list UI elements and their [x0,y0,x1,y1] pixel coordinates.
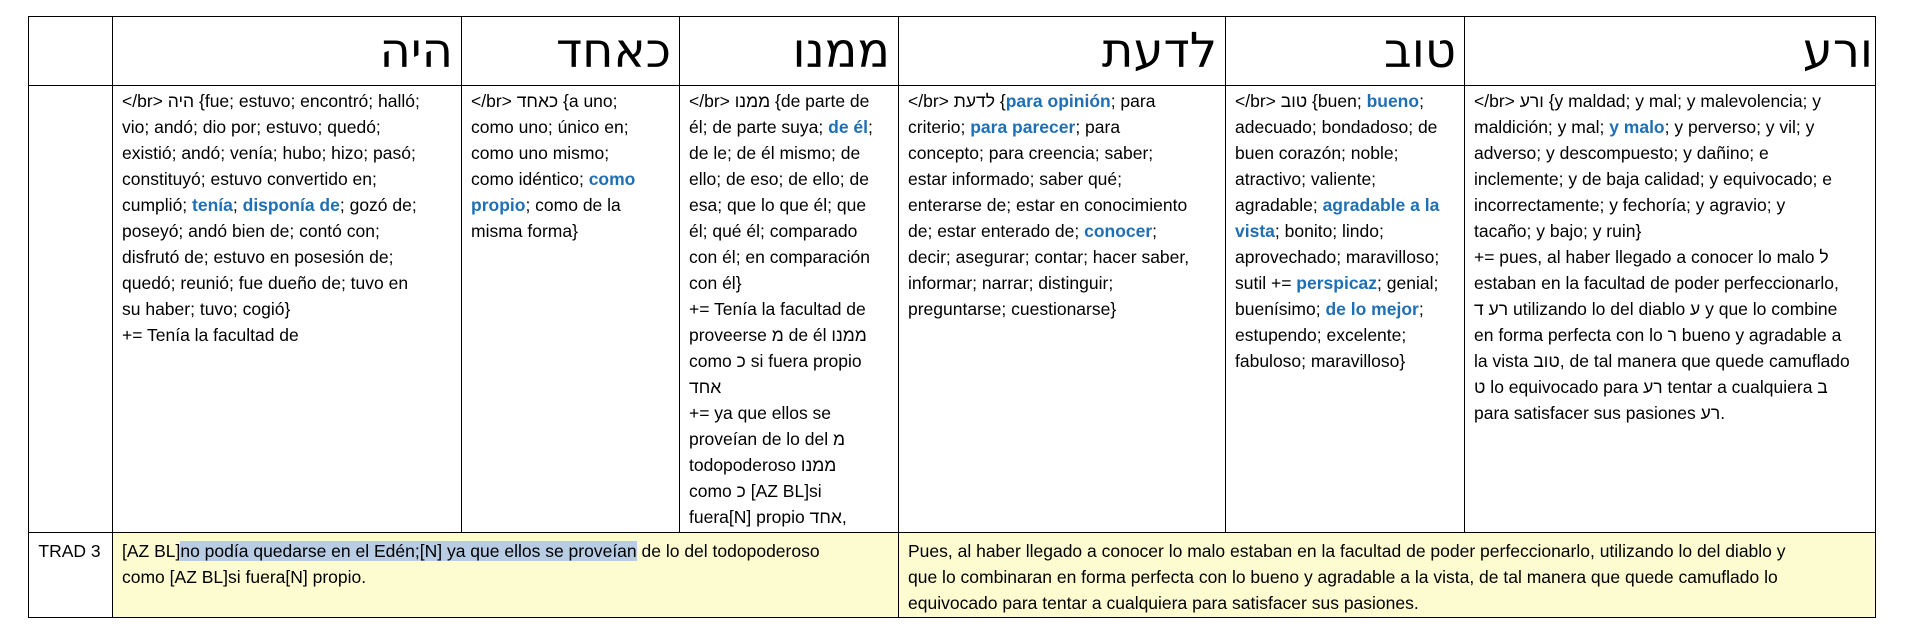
text-line [122,244,455,270]
text-segment: += Tenía la facultad de [122,325,299,345]
highlighted-term: perspicaz [1296,273,1378,293]
header-word-5: טוב [1384,23,1456,79]
text-line [908,192,1219,218]
text-segment: concepto; para creencia; saber; [908,143,1154,163]
text-line [689,348,892,374]
text-segment: de lo del todopoderoso [636,541,820,561]
text-segment: tacaño; y bajo; y ruin} [1474,221,1642,241]
text-segment: buenísimo; [1235,299,1326,319]
definition-cell-2 [461,88,679,530]
text-line [689,374,892,400]
text-segment: fabuloso; maravilloso} [1235,351,1406,371]
text-segment: esa; que lo que él; que [689,195,867,215]
text-line [1235,348,1458,374]
text-segment: ; genial; [1377,273,1439,293]
text-line [1474,322,1869,348]
text-segment: de; estar enterado de; [908,221,1085,241]
highlighted-term: como [588,169,636,189]
text-line [1474,244,1869,270]
text-line [689,478,892,504]
text-line [1235,218,1458,244]
text-line [908,270,1219,296]
text-segment: += Tenía la facultad de [689,299,866,319]
highlighted-term: vista [1235,221,1275,241]
highlighted-term: de él [828,117,869,137]
text-line [1474,114,1869,140]
text-segment: disfrutó de; estuvo en posesión de; [122,247,394,267]
text-line [1235,114,1458,140]
highlighted-term: conocer [1084,221,1153,241]
text-segment: preguntarse; cuestionarse} [908,299,1117,319]
text-segment: inclemente; y de baja calidad; y equivocado; e [1474,169,1833,189]
text-segment: agradable; [1235,195,1323,215]
definition-cell-3 [679,88,898,530]
text-line [908,114,1219,140]
text-segment: ; para [1075,117,1121,137]
text-segment: adverso; y descompuesto; y dañino; e [1474,143,1769,163]
definition-cell-6 [1464,88,1875,530]
text-segment: ; bonito; lindo; [1274,221,1384,241]
text-line [689,166,892,192]
text-segment: ello; de eso; de ello; de [689,169,869,189]
text-line [471,88,673,114]
text-segment: proveían de lo del מ [689,429,846,449]
text-line [1235,192,1458,218]
text-segment: él; de parte suya; [689,117,829,137]
trad-left-text[interactable] [112,538,898,590]
text-segment: proveerse מ de él ממנו [689,325,867,345]
text-line [122,564,892,590]
text-segment: ; [1419,91,1424,111]
text-segment: </br> טוב {buen; [1235,91,1367,111]
text-line [1474,140,1869,166]
text-line [908,538,1869,564]
trad-label: TRAD 3 [38,541,101,561]
text-line [122,270,455,296]
text-segment: maldición; y mal; [1474,117,1610,137]
text-segment: como uno mismo; [471,143,610,163]
text-line [908,244,1219,270]
text-line [1474,192,1869,218]
text-line [1474,166,1869,192]
highlighted-term: agradable a la [1322,195,1440,215]
text-line [1474,296,1869,322]
definition-cell-5 [1225,88,1464,530]
text-line [689,244,892,270]
text-line [122,140,455,166]
text-segment: todopoderoso ממנו [689,455,837,475]
text-segment: </br> לדעת { [908,91,1006,111]
text-line [1235,140,1458,166]
text-segment: רע ד utilizando lo del diablo ע y que lo combine [1474,299,1838,319]
text-segment: estaban en la facultad de poder perfeccionarlo, [1474,273,1839,293]
header-word-2: כאחד [555,23,671,79]
text-segment: como כ si fuera propio [689,351,862,371]
text-segment: que lo combinaran en forma perfecta con lo bueno y agradable a la vista, de tal manera que quede camuflado lo [908,567,1778,587]
text-segment: [AZ BL] [122,541,181,561]
text-line [689,192,892,218]
text-segment: cumplió; [122,195,193,215]
text-line [122,218,455,244]
text-segment: </br> כאחד {a uno; [471,91,618,111]
text-line [122,192,455,218]
text-line [471,140,673,166]
text-segment: ; [1418,299,1424,319]
text-line [1474,218,1869,244]
text-line [908,166,1219,192]
text-line [689,452,892,478]
text-line [471,114,673,140]
text-segment: criterio; [908,117,971,137]
text-segment: con él} [689,273,742,293]
text-segment: Pues, al haber llegado a conocer lo malo estaban en la facultad de poder perfeccionarlo, utilizando lo del diablo y [908,541,1786,561]
text-line [689,270,892,296]
text-line [122,114,455,140]
text-line [1474,374,1869,400]
text-segment: él; qué él; comparado [689,221,858,241]
text-line [122,166,455,192]
text-segment: ; [1152,221,1158,241]
text-segment: ; [868,117,873,137]
text-segment: aprovechado; maravilloso; [1235,247,1440,267]
text-line [1474,88,1869,114]
text-line [1235,88,1458,114]
text-segment: de le; de él mismo; de [689,143,861,163]
highlighted-term: para opinión [1005,91,1111,111]
text-line [122,538,892,564]
text-segment: adecuado; bondadoso; de [1235,117,1438,137]
text-segment: enterarse de; estar en conocimiento [908,195,1188,215]
text-line [908,564,1869,590]
highlighted-term: propio [471,195,526,215]
text-line [1235,270,1458,296]
header-word-4: לדעת [1101,23,1217,79]
text-segment: como [AZ BL]si fuera[N] propio. [122,567,367,587]
text-line [689,504,892,530]
text-segment: su haber; tuvo; cogió} [122,299,291,319]
text-segment: estupendo; excelente; [1235,325,1407,345]
text-segment: la vista טוב, de tal manera que quede camuflado [1474,351,1850,371]
text-line [689,426,892,452]
text-segment: </br> ורע {y maldad; y mal; y malevolencia; y [1474,91,1822,111]
highlighted-term: disponía de [242,195,340,215]
text-line [122,296,455,322]
text-segment: en forma perfecta con lo ר bueno y agradable a [1474,325,1842,345]
text-segment: ; como de la [525,195,621,215]
text-line [908,296,1219,322]
text-segment: ; y perverso; y vil; y [1664,117,1815,137]
text-line [1235,296,1458,322]
highlighted-term: para parecer [970,117,1076,137]
text-line [689,400,892,426]
text-segment: equivocado para tentar a cualquiera para satisfacer sus pasiones. [908,593,1419,613]
text-line [1235,322,1458,348]
text-segment: informar; narrar; distinguir; [908,273,1114,293]
text-segment: buen corazón; noble; [1235,143,1399,163]
text-segment: quedó; reunió; fue dueño de; tuvo en [122,273,409,293]
highlighted-term: de lo mejor [1325,299,1419,319]
text-line [122,88,455,114]
text-line [1235,166,1458,192]
text-segment: sutil += [1235,273,1297,293]
header-word-3: ממנו [792,23,890,79]
text-line [908,140,1219,166]
text-line [1474,348,1869,374]
translation-table [28,16,1876,618]
text-segment: </br> היה {fue; estuvo; encontró; halló; [122,91,420,111]
text-line [689,322,892,348]
text-segment: ; para [1110,91,1156,111]
text-segment: fuera[N] propio אחד, [689,507,847,527]
text-segment: ; [232,195,243,215]
text-line [689,218,892,244]
text-segment: אחד [689,377,722,397]
definition-cell-4 [898,88,1225,530]
text-line [908,218,1219,244]
header-word-6: ורע [1802,23,1873,79]
text-line [122,322,455,348]
text-segment: ; gozó de; [339,195,417,215]
text-segment: para satisfacer sus pasiones רע. [1474,403,1726,423]
text-line [471,218,673,244]
highlighted-term: bueno [1366,91,1420,111]
text-line [689,296,892,322]
text-segment: decir; asegurar; contar; hacer saber, [908,247,1190,267]
text-line [908,88,1219,114]
text-segment: vio; andó; dio por; estuvo; quedó; [122,117,381,137]
text-segment: += pues, al haber llegado a conocer lo malo ל [1474,247,1829,267]
text-segment: existió; andó; venía; hubo; hizo; pasó; [122,143,416,163]
text-segment: como uno; único en; [471,117,629,137]
trad-right-text[interactable] [898,538,1875,616]
text-segment: misma forma} [471,221,578,241]
definition-cell-1 [112,88,461,530]
text-segment: poseyó; andó bien de; contó con; [122,221,380,241]
text-line [689,88,892,114]
header-word-1: היה [379,23,453,79]
text-segment: atractivo; valiente; [1235,169,1377,189]
text-segment: += ya que ellos se [689,403,832,423]
text-line [689,140,892,166]
text-segment: constituyó; estuvo convertido en; [122,169,377,189]
text-line [689,114,892,140]
text-line [1474,270,1869,296]
text-segment: ט lo equivocado para רע tentar a cualquiera ב [1474,377,1828,397]
highlighted-term: y malo [1609,117,1665,137]
text-line [471,192,673,218]
text-line [471,166,673,192]
text-segment: </br> ממנו {de parte de [689,91,870,111]
text-segment: como כ [AZ BL]si [689,481,822,501]
text-line [908,590,1869,616]
highlighted-term: tenía [192,195,233,215]
text-segment: con él; en comparación [689,247,870,267]
text-segment: estar informado; saber qué; [908,169,1123,189]
text-line [1474,400,1869,426]
selected-text: no podía quedarse en el Edén;[N] ya que ellos se proveían [180,541,637,561]
text-line [1235,244,1458,270]
text-segment: como idéntico; [471,169,589,189]
text-segment: incorrectamente; y fechoría; y agravio; y [1474,195,1786,215]
